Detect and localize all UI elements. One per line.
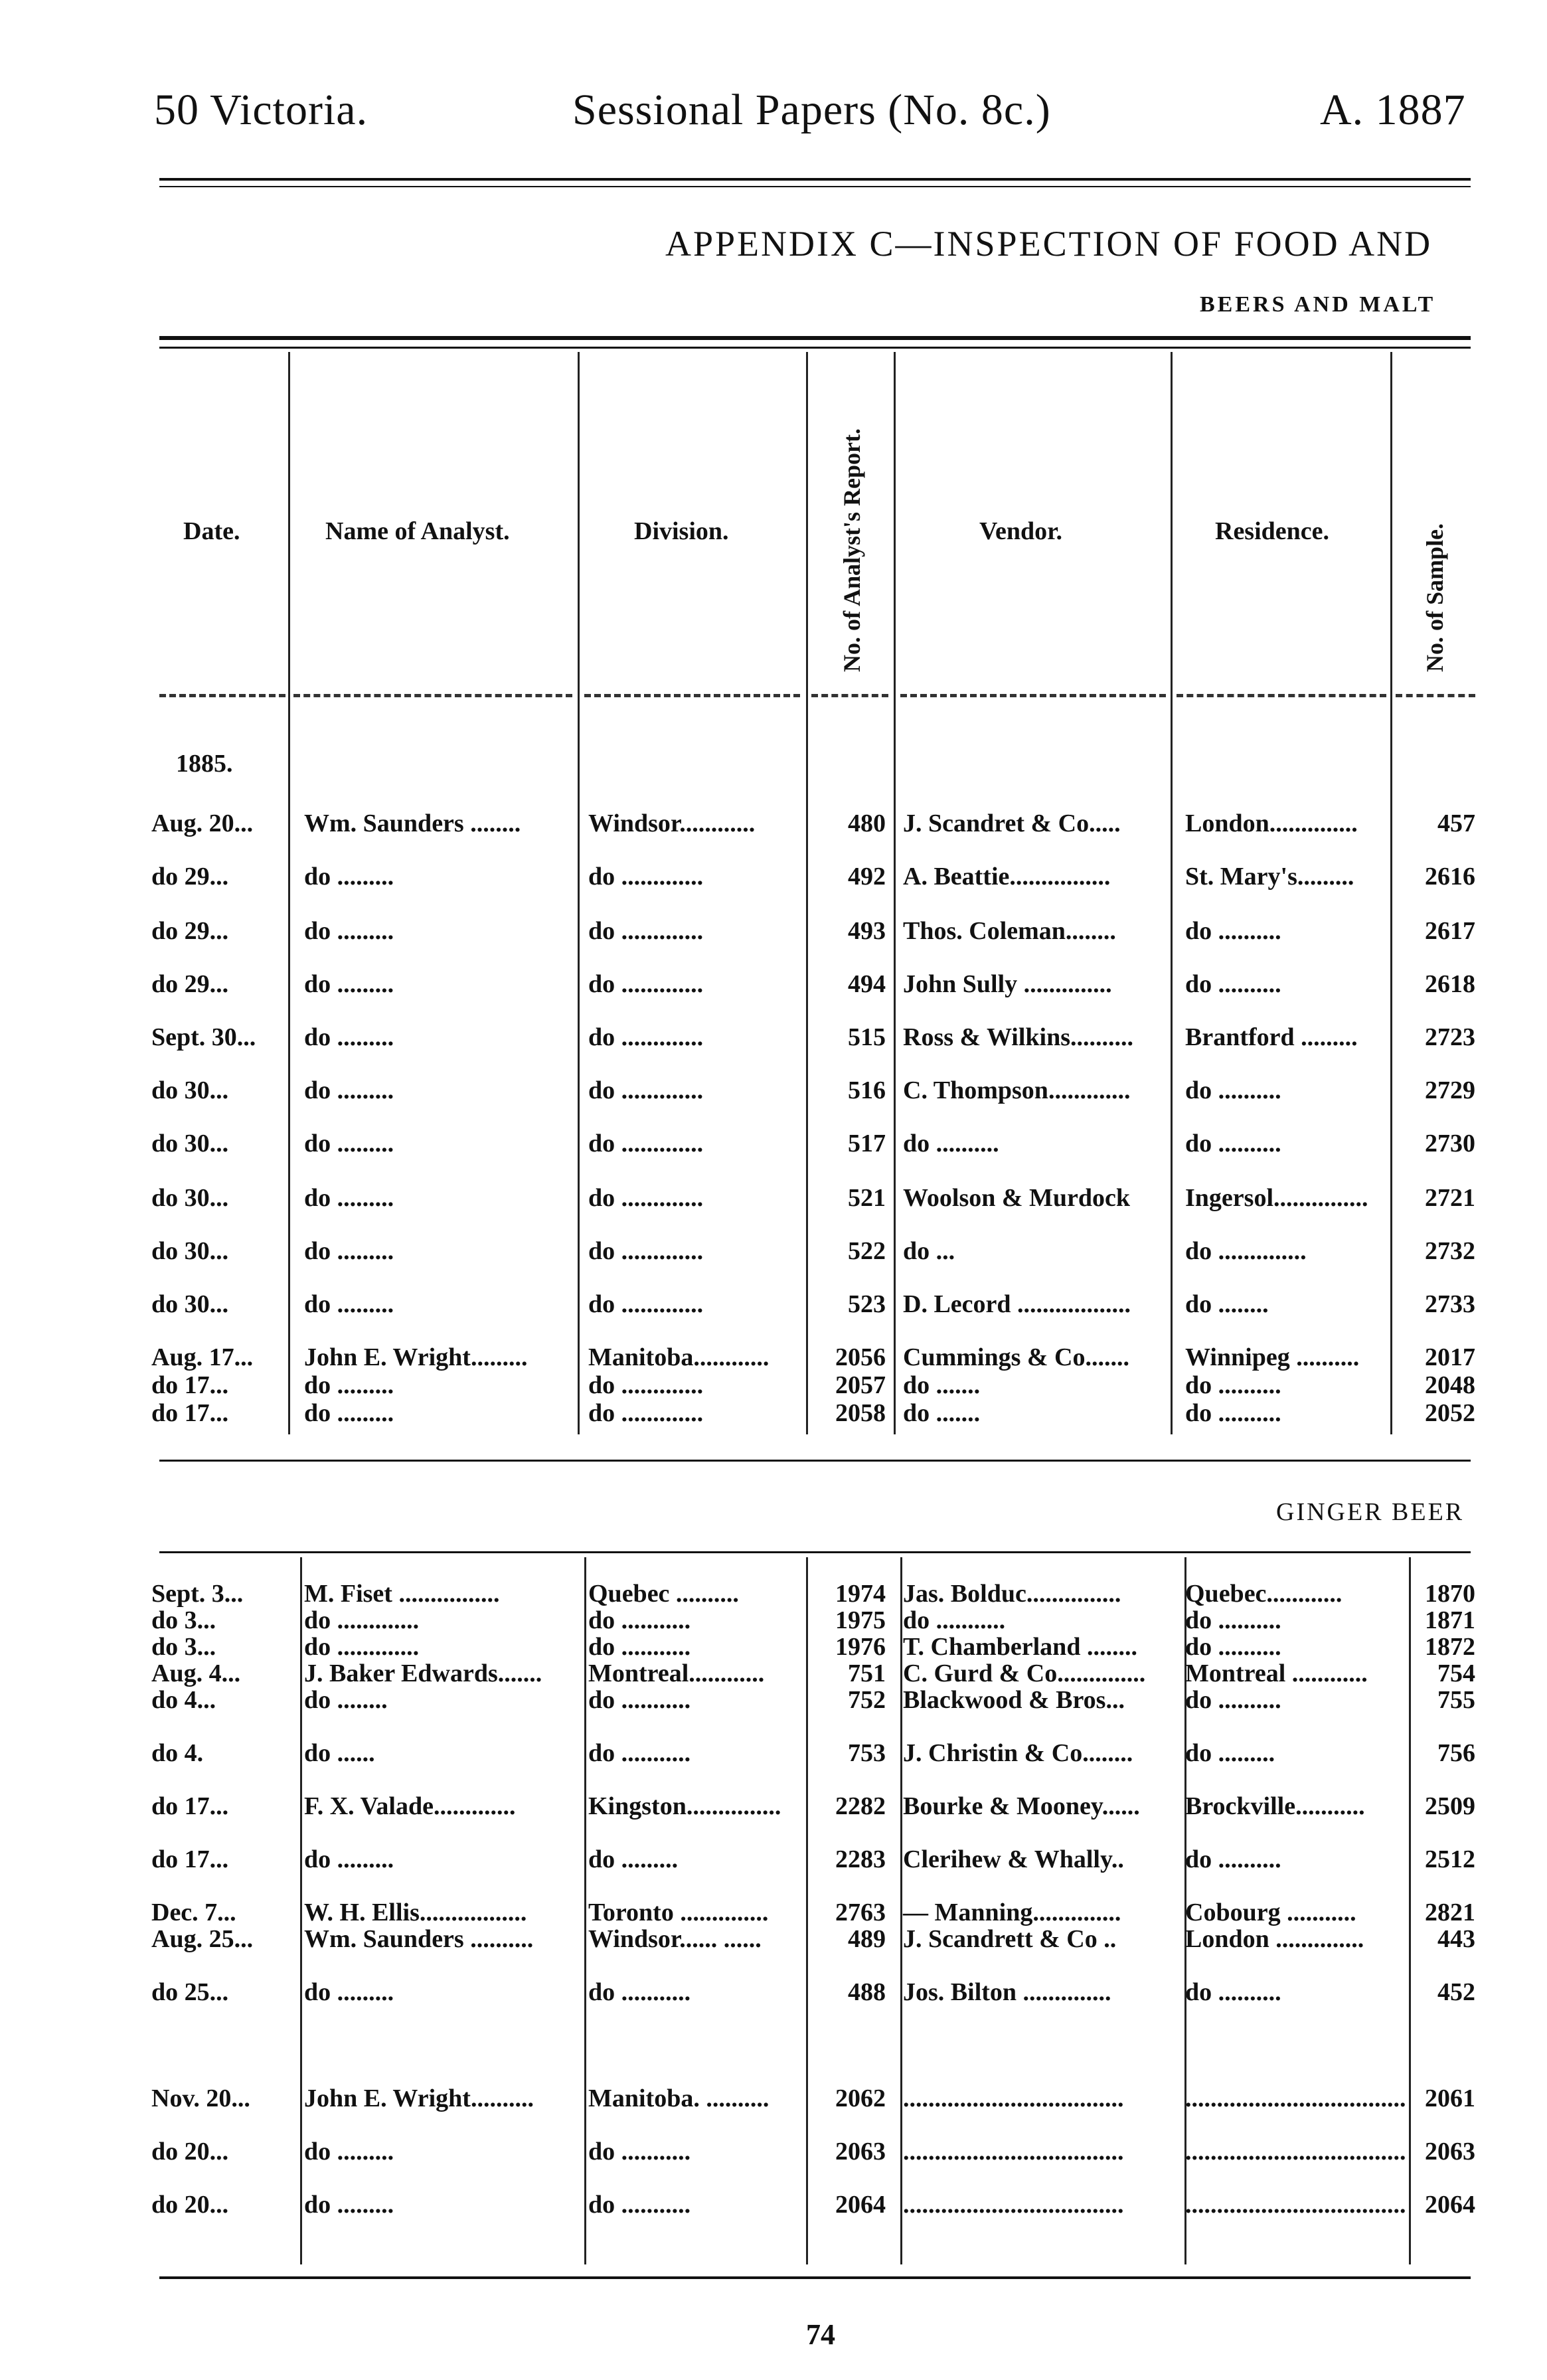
date-cell: do 4.	[151, 1739, 204, 1767]
sample-number-cell: 2732	[1425, 1237, 1475, 1265]
vendor-cell: do .......	[903, 1371, 981, 1399]
report-number-cell: 2763	[835, 1899, 886, 1926]
analyst-cell: do .........	[304, 863, 394, 891]
analyst-cell: do .........	[304, 970, 394, 998]
footer-rule	[159, 2276, 1471, 2279]
column-header-report-no: No. of Analyst's Report.	[839, 428, 865, 672]
vendor-cell: T. Chamberland ........	[903, 1633, 1137, 1661]
date-cell: do 17...	[151, 1371, 229, 1399]
division-cell: do .............	[588, 1371, 704, 1399]
table-row	[0, 2190, 1547, 2230]
date-cell: do 30...	[151, 1130, 229, 1157]
header-rule-thick	[159, 178, 1471, 181]
analyst-cell: do .........	[304, 2191, 394, 2219]
residence-cell: ...................................	[1185, 2138, 1406, 2166]
analyst-cell: do .........	[304, 1290, 394, 1318]
analyst-cell: do .........	[304, 1023, 394, 1051]
date-cell: Dec. 7...	[151, 1899, 236, 1926]
vendor-cell: J. Scandret & Co.....	[903, 809, 1121, 837]
column-header-sample-no: No. of Sample.	[1422, 523, 1448, 672]
analyst-cell: Wm. Saunders ........	[304, 809, 521, 837]
report-number-cell: 1976	[835, 1633, 886, 1661]
residence-cell: Winnipeg ..........	[1185, 1343, 1360, 1371]
division-cell: Toronto ..............	[588, 1899, 769, 1926]
division-cell: do .............	[588, 917, 704, 945]
sample-number-cell: 2063	[1425, 2138, 1475, 2166]
page-number: 74	[806, 2318, 835, 2351]
vendor-cell: Jos. Bilton ..............	[903, 1978, 1111, 2006]
residence-cell: do ..........	[1185, 1845, 1281, 1873]
report-number-cell: 488	[848, 1978, 886, 2006]
header-center: Sessional Papers (No. 8c.)	[572, 86, 1051, 134]
date-cell: Aug. 17...	[151, 1343, 254, 1371]
table-row	[0, 1183, 1547, 1223]
column-header-vendor: Vendor.	[979, 517, 1062, 545]
sample-number-cell: 1870	[1425, 1580, 1475, 1608]
vendor-cell: do .......	[903, 1399, 981, 1427]
report-number-cell: 2057	[835, 1371, 886, 1399]
vendor-cell: C. Gurd & Co..............	[903, 1659, 1146, 1687]
column-header-division: Division.	[634, 517, 729, 545]
table-row	[0, 916, 1547, 956]
column-header-analyst: Name of Analyst.	[325, 517, 510, 545]
table-row	[0, 1739, 1547, 1778]
vendor-cell: do ..........	[903, 1130, 999, 1157]
vendor-cell: ...................................	[903, 2138, 1124, 2166]
report-number-cell: 1974	[835, 1580, 886, 1608]
date-cell: do 29...	[151, 917, 229, 945]
report-number-cell: 516	[848, 1076, 886, 1104]
division-cell: Windsor...... ......	[588, 1925, 762, 1953]
vendor-cell: Bourke & Mooney......	[903, 1792, 1140, 1820]
analyst-cell: do ........	[304, 1686, 388, 1714]
division-cell: do .............	[588, 1076, 704, 1104]
header-underline	[900, 694, 1166, 697]
date-cell: do 25...	[151, 1978, 229, 2006]
report-number-cell: 492	[848, 863, 886, 891]
division-cell: do .............	[588, 1023, 704, 1051]
sample-number-cell: 2721	[1425, 1184, 1475, 1212]
residence-cell: do ..............	[1185, 1237, 1307, 1265]
analyst-cell: do .........	[304, 2138, 394, 2166]
division-cell: do .............	[588, 1399, 704, 1427]
report-number-cell: 494	[848, 970, 886, 998]
table-row	[0, 1023, 1547, 1062]
residence-cell: Ingersol...............	[1185, 1184, 1368, 1212]
division-cell: Windsor............	[588, 809, 756, 837]
date-cell: do 20...	[151, 2138, 229, 2166]
table-row	[0, 1924, 1547, 1964]
analyst-cell: John E. Wright..........	[304, 2084, 534, 2112]
date-cell: Aug. 20...	[151, 809, 254, 837]
sample-number-cell: 2618	[1425, 970, 1475, 998]
residence-cell: London..............	[1185, 809, 1358, 837]
residence-cell: do ..........	[1185, 1606, 1281, 1634]
sample-number-cell: 2064	[1425, 2191, 1475, 2219]
report-number-cell: 753	[848, 1739, 886, 1767]
date-cell: do 30...	[151, 1076, 229, 1104]
vendor-cell: Cummings & Co.......	[903, 1343, 1129, 1371]
table-row	[0, 1129, 1547, 1169]
table-row	[0, 1845, 1547, 1885]
year-label: 1885.	[176, 750, 233, 778]
report-number-cell: 515	[848, 1023, 886, 1051]
analyst-cell: do .........	[304, 1130, 394, 1157]
report-number-cell: 522	[848, 1237, 886, 1265]
date-cell: Sept. 30...	[151, 1023, 256, 1051]
header-rule-thin	[159, 186, 1471, 187]
residence-cell: do ..........	[1185, 1076, 1281, 1104]
division-cell: do .............	[588, 1237, 704, 1265]
date-cell: Aug. 25...	[151, 1925, 254, 1953]
header-underline	[159, 694, 285, 697]
residence-cell: London ..............	[1185, 1925, 1364, 1953]
section-rule	[159, 1551, 1471, 1553]
column-header-residence: Residence.	[1215, 517, 1330, 545]
analyst-cell: M. Fiset ................	[304, 1580, 500, 1608]
sample-number-cell: 2723	[1425, 1023, 1475, 1051]
sample-number-cell: 1872	[1425, 1633, 1475, 1661]
division-cell: Montreal............	[588, 1659, 765, 1687]
residence-cell: do ..........	[1185, 1371, 1281, 1399]
division-cell: Quebec ..........	[588, 1580, 739, 1608]
residence-cell: do ..........	[1185, 1399, 1281, 1427]
report-number-cell: 2056	[835, 1343, 886, 1371]
report-number-cell: 517	[848, 1130, 886, 1157]
residence-cell: Brantford .........	[1185, 1023, 1358, 1051]
date-cell: Nov. 20...	[151, 2084, 250, 2112]
sample-number-cell: 756	[1437, 1739, 1475, 1767]
vendor-cell: Woolson & Murdock	[903, 1184, 1131, 1212]
analyst-cell: do .............	[304, 1606, 420, 1634]
date-cell: do 29...	[151, 970, 229, 998]
appendix-title: APPENDIX C—INSPECTION OF FOOD AND	[665, 224, 1433, 264]
date-cell: Aug. 4...	[151, 1659, 241, 1687]
sample-number-cell: 2512	[1425, 1845, 1475, 1873]
report-number-cell: 2283	[835, 1845, 886, 1873]
table-row	[0, 1076, 1547, 1116]
report-number-cell: 493	[848, 917, 886, 945]
analyst-cell: do .........	[304, 917, 394, 945]
division-cell: do ...........	[588, 2191, 691, 2219]
sample-number-cell: 1871	[1425, 1606, 1475, 1634]
analyst-cell: F. X. Valade.............	[304, 1792, 516, 1820]
residence-cell: Quebec............	[1185, 1580, 1343, 1608]
sample-number-cell: 2821	[1425, 1899, 1475, 1926]
report-number-cell: 1975	[835, 1606, 886, 1634]
date-cell: do 20...	[151, 2191, 229, 2219]
division-cell: do ...........	[588, 1739, 691, 1767]
vendor-cell: ...................................	[903, 2191, 1124, 2219]
residence-cell: do ..........	[1185, 1978, 1281, 2006]
report-number-cell: 489	[848, 1925, 886, 1953]
table-row	[0, 2084, 1547, 2124]
residence-cell: do ..........	[1185, 1686, 1281, 1714]
vendor-cell: John Sully ..............	[903, 970, 1112, 998]
sample-number-cell: 457	[1437, 809, 1475, 837]
residence-cell: ...................................	[1185, 2191, 1406, 2219]
analyst-cell: do .........	[304, 1845, 394, 1873]
sample-number-cell: 2730	[1425, 1130, 1475, 1157]
sample-number-cell: 2017	[1425, 1343, 1475, 1371]
analyst-cell: do .........	[304, 1978, 394, 2006]
division-cell: do ...........	[588, 1686, 691, 1714]
vendor-cell: D. Lecord ..................	[903, 1290, 1131, 1318]
report-number-cell: 2063	[835, 2138, 886, 2166]
date-cell: do 3...	[151, 1606, 216, 1634]
residence-cell: Cobourg ...........	[1185, 1899, 1356, 1926]
division-cell: do .............	[588, 863, 704, 891]
analyst-cell: W. H. Ellis.................	[304, 1899, 527, 1926]
header-underline	[811, 694, 888, 697]
analyst-cell: John E. Wright.........	[304, 1343, 528, 1371]
vendor-cell: Jas. Bolduc...............	[903, 1580, 1121, 1608]
sample-number-cell: 2061	[1425, 2084, 1475, 2112]
sample-number-cell: 2729	[1425, 1076, 1475, 1104]
header-underline	[1396, 694, 1475, 697]
division-cell: do ...........	[588, 1978, 691, 2006]
analyst-cell: do .............	[304, 1633, 420, 1661]
analyst-cell: do .........	[304, 1076, 394, 1104]
residence-cell: do .........	[1185, 1739, 1275, 1767]
sample-number-cell: 2617	[1425, 917, 1475, 945]
date-cell: do 17...	[151, 1845, 229, 1873]
vendor-cell: Thos. Coleman........	[903, 917, 1116, 945]
residence-cell: St. Mary's.........	[1185, 863, 1354, 891]
division-cell: do .............	[588, 1290, 704, 1318]
vendor-cell: Blackwood & Bros...	[903, 1686, 1125, 1714]
analyst-cell: do ......	[304, 1739, 375, 1767]
date-cell: do 4...	[151, 1686, 216, 1714]
residence-cell: Brockville...........	[1185, 1792, 1365, 1820]
division-cell: do ...........	[588, 1633, 691, 1661]
vendor-cell: J. Christin & Co........	[903, 1739, 1133, 1767]
date-cell: do 17...	[151, 1792, 229, 1820]
residence-cell: do ........	[1185, 1290, 1269, 1318]
division-cell: Manitoba............	[588, 1343, 770, 1371]
residence-cell: Montreal ............	[1185, 1659, 1368, 1687]
header-underline	[584, 694, 800, 697]
report-number-cell: 523	[848, 1290, 886, 1318]
report-number-cell: 751	[848, 1659, 886, 1687]
analyst-cell: do .........	[304, 1371, 394, 1399]
column-header-date: Date.	[183, 517, 240, 545]
residence-cell: ...................................	[1185, 2084, 1406, 2112]
residence-cell: do ..........	[1185, 970, 1281, 998]
vendor-cell: ...................................	[903, 2084, 1124, 2112]
sample-number-cell: 2052	[1425, 1399, 1475, 1427]
analyst-cell: J. Baker Edwards.......	[304, 1659, 542, 1687]
table-row	[0, 1685, 1547, 1725]
vendor-cell: Ross & Wilkins..........	[903, 1023, 1134, 1051]
report-number-cell: 2062	[835, 2084, 886, 2112]
residence-cell: do ..........	[1185, 1130, 1281, 1157]
table-row	[0, 970, 1547, 1009]
sample-number-cell: 443	[1437, 1925, 1475, 1953]
sample-number-cell: 2509	[1425, 1792, 1475, 1820]
section-title-beers: BEERS AND MALT	[1200, 292, 1436, 317]
table-top-rule-thin	[159, 347, 1471, 349]
table-row	[0, 809, 1547, 849]
table-row	[0, 862, 1547, 902]
analyst-cell: do .........	[304, 1399, 394, 1427]
analyst-cell: do .........	[304, 1184, 394, 1212]
date-cell: do 30...	[151, 1290, 229, 1318]
sample-number-cell: 452	[1437, 1978, 1475, 2006]
residence-cell: do ..........	[1185, 1633, 1281, 1661]
table-top-rule-thick	[159, 336, 1471, 340]
date-cell: Sept. 3...	[151, 1580, 244, 1608]
table-row	[0, 1290, 1547, 1329]
date-cell: do 30...	[151, 1237, 229, 1265]
residence-cell: do ..........	[1185, 917, 1281, 945]
sample-number-cell: 755	[1437, 1686, 1475, 1714]
sample-number-cell: 754	[1437, 1659, 1475, 1687]
report-number-cell: 480	[848, 809, 886, 837]
division-cell: do .............	[588, 1184, 704, 1212]
header-underline	[293, 694, 572, 697]
header-underline	[1177, 694, 1386, 697]
report-number-cell: 521	[848, 1184, 886, 1212]
division-cell: do ...........	[588, 1606, 691, 1634]
table-row	[0, 2137, 1547, 2177]
vendor-cell: — Manning..............	[903, 1899, 1121, 1926]
vendor-cell: C. Thompson.............	[903, 1076, 1131, 1104]
vendor-cell: A. Beattie................	[903, 863, 1111, 891]
date-cell: do 30...	[151, 1184, 229, 1212]
date-cell: do 29...	[151, 863, 229, 891]
sample-number-cell: 2048	[1425, 1371, 1475, 1399]
division-cell: Manitoba. ..........	[588, 2084, 770, 2112]
date-cell: do 3...	[151, 1633, 216, 1661]
vendor-cell: do ...........	[903, 1606, 1006, 1634]
division-cell: Kingston...............	[588, 1792, 781, 1820]
header-right: A. 1887	[1320, 86, 1466, 134]
vendor-cell: J. Scandrett & Co ..	[903, 1925, 1117, 1953]
report-number-cell: 2282	[835, 1792, 886, 1820]
division-cell: do .........	[588, 1845, 679, 1873]
analyst-cell: do .........	[304, 1237, 394, 1265]
report-number-cell: 2064	[835, 2191, 886, 2219]
vendor-cell: Clerihew & Whally..	[903, 1845, 1124, 1873]
table-row	[0, 1236, 1547, 1276]
report-number-cell: 752	[848, 1686, 886, 1714]
sample-number-cell: 2616	[1425, 863, 1475, 891]
vendor-cell: do ...	[903, 1237, 955, 1265]
division-cell: do .............	[588, 1130, 704, 1157]
division-cell: do .............	[588, 970, 704, 998]
section-rule	[159, 1460, 1471, 1462]
date-cell: do 17...	[151, 1399, 229, 1427]
table-row	[0, 1792, 1547, 1831]
table-row	[0, 1978, 1547, 2017]
analyst-cell: Wm. Saunders ..........	[304, 1925, 534, 1953]
section-title-ginger-beer: GINGER BEER	[1276, 1498, 1465, 1526]
division-cell: do ...........	[588, 2138, 691, 2166]
report-number-cell: 2058	[835, 1399, 886, 1427]
header-left: 50 Victoria.	[154, 86, 368, 134]
sample-number-cell: 2733	[1425, 1290, 1475, 1318]
table-row	[0, 1399, 1547, 1438]
